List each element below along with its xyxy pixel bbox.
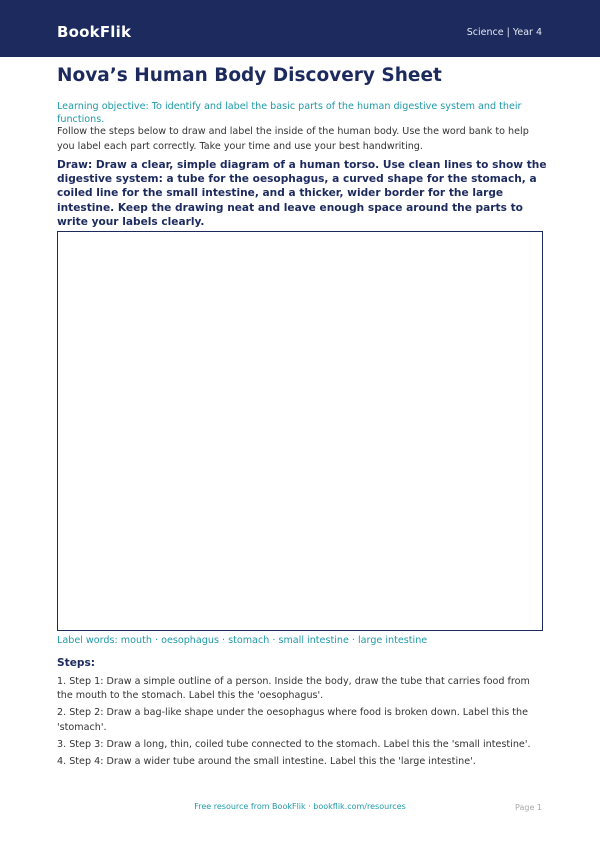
steps-heading: Steps: — [57, 657, 96, 669]
worksheet-title: Nova’s Human Body Discovery Sheet — [57, 65, 442, 86]
subject-year-label: Science | Year 4 — [466, 27, 542, 38]
page-number: Page 1 — [515, 803, 542, 812]
footer-resource-link[interactable]: Free resource from BookFlik · bookflik.com/resources — [194, 802, 406, 811]
step-item: 4. Step 4: Draw a wider tube around the small intestine. Label this the 'large intestine'. — [57, 756, 476, 768]
page-header — [0, 0, 600, 57]
step-item: 3. Step 3: Draw a long, thin, coiled tube connected to the stomach. Label this the 'small intestine'. — [57, 738, 531, 750]
drawing-instruction: Draw: Draw a clear, simple diagram of a human torso. Use clean lines to show the digestive system: a tube for the oesophagus, a curved shape for the stomach, a coiled line for the small intestine, and a thicker, wider border for the large intestine. Keep the drawing neat and leave enough space around the parts to write your labels clearly. — [57, 159, 547, 228]
drawing-area[interactable] — [57, 231, 543, 631]
step-item: 1. Step 1: Draw a simple outline of a person. Inside the body, draw the tube that carries food from the mouth to the stomach. Label this the 'oesophagus'. — [57, 676, 530, 702]
steps-list — [57, 675, 547, 772]
learning-objective: Learning objective: To identify and label the basic parts of the human digestive system and their functions. — [57, 101, 522, 125]
intro-text: Follow the steps below to draw and label the inside of the human body. Use the word bank to help you label each part correctly. Take your time and use your best handwriting. — [57, 126, 529, 152]
step-item: 2. Step 2: Draw a bag-like shape under the oesophagus where food is broken down. Label this the 'stomach'. — [57, 707, 529, 733]
brand-logo[interactable]: BookFlik — [57, 23, 132, 41]
word-bank: Label words: mouth · oesophagus · stomach · small intestine · large intestine — [57, 635, 428, 646]
